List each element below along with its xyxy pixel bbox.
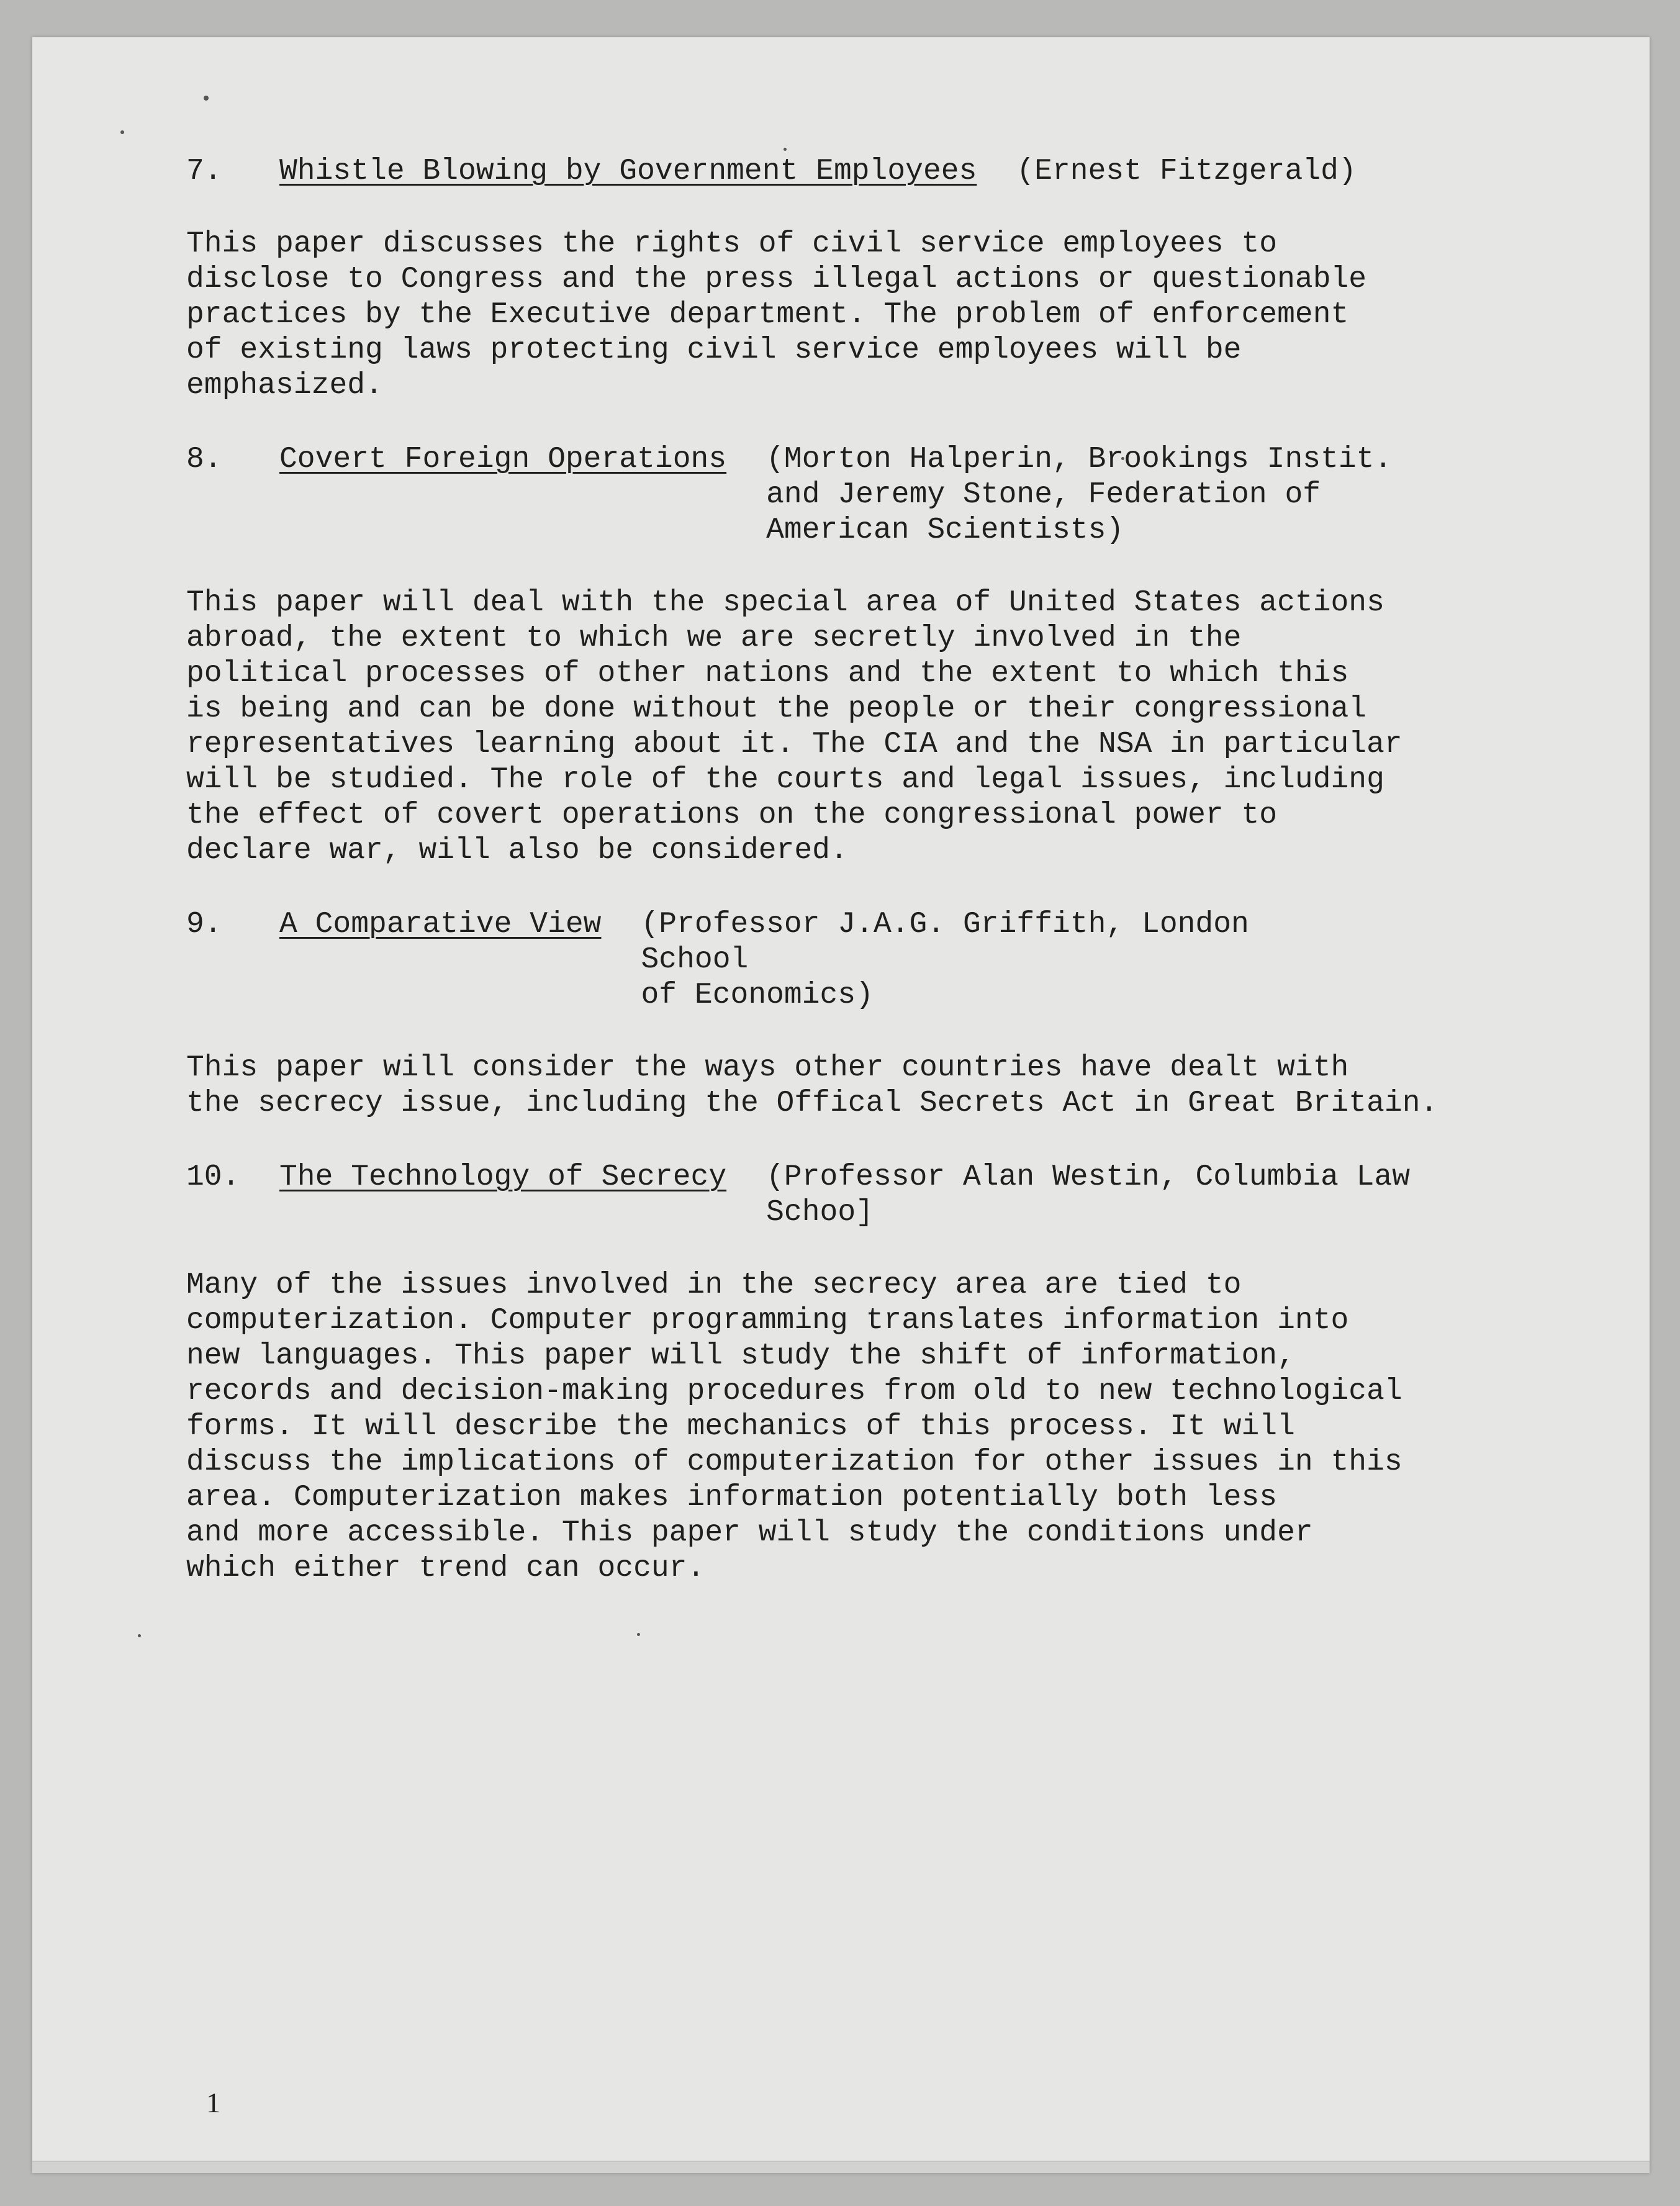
section-number: 10. [186, 1160, 240, 1194]
section-10 [186, 1160, 1614, 1586]
page-bottom-edge [32, 2161, 1650, 2173]
section-number: 8. [186, 443, 222, 476]
document-content [186, 154, 1614, 1625]
section-10-body: Many of the issues involved in the secrecy area are tied to computerization. Computer programming translates information into new languages. This paper will study the shift of information, records and decision-making procedures from old to new technological forms. It will describe the mechanics of this process. It will discuss the implications of computerization for other issues in this area. Computerization makes information potentially both less and more accessible. This paper will study the conditions under which either trend can occur. [186, 1268, 1402, 1585]
section-author: (Professor J.A.G. Griffith, London School of Economics) [641, 908, 1249, 1012]
paper-speck [138, 1634, 141, 1637]
section-9-heading [186, 907, 1614, 1013]
section-7 [186, 154, 1614, 404]
section-title: Whistle Blowing by Government Employees [279, 155, 977, 188]
section-number: 7. [186, 155, 222, 188]
paper-speck [120, 130, 124, 134]
section-number: 9. [186, 908, 222, 941]
paper-speck [204, 96, 209, 101]
section-8-body: This paper will deal with the special area of United States actions abroad, the extent to which we are secretly involved in the political processes of other nations and the extent to which this is being and can be done without the people or their congressional representatives learning about it. The CIA and the NSA in particular will be studied. The role of the courts and legal issues, including the effect of covert operations on the congressional power to declare war, will also be considered. [186, 586, 1402, 867]
paper-speck [784, 148, 787, 151]
paper-speck [637, 1633, 640, 1636]
section-title: A Comparative View [279, 908, 602, 941]
section-9 [186, 907, 1614, 1121]
section-author: (Morton Halperin, Brookings Instit. and Jeremy Stone, Federation of American Scientists) [766, 443, 1393, 547]
section-8-heading [186, 442, 1614, 548]
section-author: (Professor Alan Westin, Columbia Law Schoo] [766, 1160, 1411, 1229]
section-title: Covert Foreign Operations [279, 443, 727, 476]
section-title: The Technology of Secrecy [279, 1160, 727, 1194]
section-7-body: This paper discusses the rights of civil service employees to disclose to Congress and the press illegal actions or questionable practices by the Executive department. The problem of enforcement of existing laws protecting civil service employees will be emphasized. [186, 227, 1367, 402]
section-9-body: This paper will consider the ways other countries have dealt with the secrecy issue, including the Offical Secrets Act in Great Britain. [186, 1051, 1438, 1120]
section-8 [186, 442, 1614, 869]
section-author: (Ernest Fitzgerald) [1016, 155, 1357, 188]
page-number: 1 [206, 2087, 220, 2118]
section-7-heading [186, 154, 1614, 189]
section-10-heading [186, 1160, 1614, 1231]
